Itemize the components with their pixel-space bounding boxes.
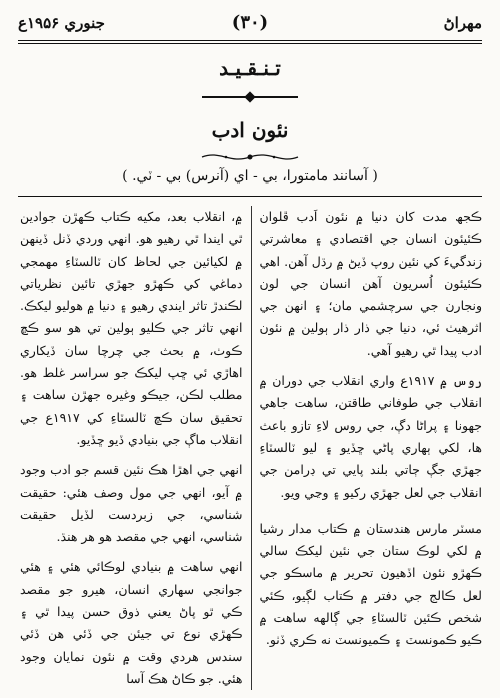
paragraph: مسٽر مارس هندستان ۾ ڪتاب مدار رشيا ۾ لکي لوڪ ستان جي نئين ليکڪ سالي ڪهڙو نئون اڏهيون تحرير ۾ ماسڪو جي لعل ڪالج جي دفتر ۾ ڪتاب لڳيو، ڪئي شخص ڪئين ٽالسٽاءِ جي ڳالهه ساهت ۾ ڪيو ڪمونسٽ ۽ ڪميونسٽ نه ڪري ڏٺو. [259,520,482,648]
issue-date: جنوري ۱۹۵۶ع [18,14,105,32]
section-title: تـنـقـيـد [219,56,281,80]
flourish-ornament [200,150,300,164]
paragraph: ۾، انقلاب بعد، مکيه ڪتاب ڪهڙن جوادين ٿي ايندا ٿي رهيو هو. انهي وردي ڏنل ڏينهن ۾ لکيائين جي لحاظ کان ٽالسٽاءِ مهمجي دماغي کي ڪهڙو جهڙي تائين نظرياتي لڪندڙ تاثر ايندي رهيو ۽ دنيا ۾ هوليو ليکڪ. انهي تاثر جي ڪليو ٻولين تي هو سو ڪڇ ڪوٺ، ۾ بحث جي چرچا سان ڏيکاري اهاڙي ئي ڇپ ليکڪ جو سراسر غلط هو. مطلب لڪن، جيڪو وغيره جهڙن ساهت ۽ تحقيق سان ڪڇ ٽالسٽاءِ کي ۱۹۱۷ع جي انقلاب ماڳ جي بنيادي ڏيو ڇڏيو. [20,209,243,447]
paragraph: روس ۾ ۱۹۱۷ع واري انقلاب جي دوران ۾ انقلاب جي طوفاني طاقتن، ساهت جاهي جهونا ۽ پراڻا دڳ، جي روس لاءِ تازو باعث ها، لکي ٻهاري پاڻي ڇڏيو ۽ ليو ٽالسٽاءِ جهڙي جڳ ڄاتي بلند پايي تي ڊرامن جي انقلاب جي لعل جهڙي رکيو ۽ وڃي ويو. [259,373,482,500]
article-body [12,206,490,690]
header-rule [18,40,482,44]
page-number: (۳۰) [231,12,269,33]
paragraph: انهي ساهت ۾ بنيادي لوڪائي هئي ۽ هئي جوانجي سهاري انسان، هيرو جو مقصد ڪي ٿو پاڻ يعني ذوق حسن پيدا ٿي ۽ ڪهڙي نوع تي جيئن جي ڏئي هن ڏئي سندس هردي وقت ۾ نئون نمايان وجود هئي. جو ڪاڻ هڪ آسا [20,559,243,686]
journal-name: مهراڻ [443,14,482,32]
column-left [12,206,251,690]
ornament-rule [202,94,298,100]
byline-rule [18,196,482,197]
author-byline: ( آسانند مامتورا، بي - اي (آنرس) بي - ٽي. ) [122,168,378,184]
column-right [252,206,491,690]
article-title: نئون ادب [211,118,289,142]
paragraph: انهي جي اهڙا هڪ نئين قسم جو ادب وجود ۾ آيو، انهي جي مول وصف هئي: حقيقت شناسي، جي زبردست لڏيل حقيقت شناسي، انهي جي مقصد هو هر هنڌ. [20,462,243,545]
paragraph: ڪجھ مدت کان دنيا ۾ نئون اَدب ڦلوان ڪئيئون انسان جي اقتصادي ۽ معاشرتي زندگيءَ کي نئين روپ ڏيڻ ۾ رڌل آهن. اهي ڪئيئون اُسريون آهن انسان جي لون ونجارن جي سرچشمي مان؛ ۽ انهن جي اثرهيٺ ئي، دنيا جي ذار ذار ٻولين ۾ نئون ادب پيدا ٿي رهيو آهي. [259,209,482,358]
running-header [10,12,490,36]
